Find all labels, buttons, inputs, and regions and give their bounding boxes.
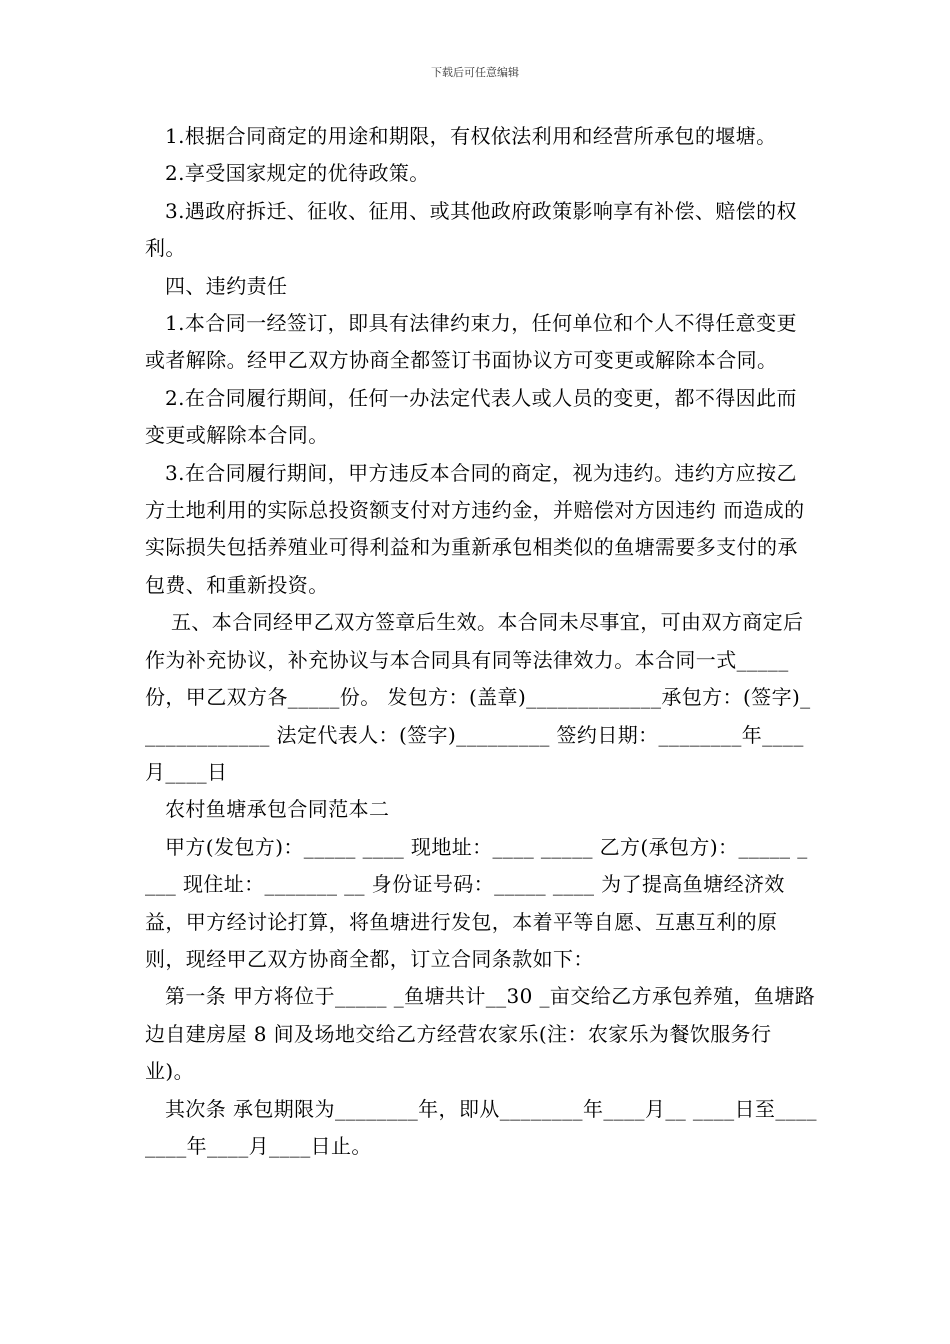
page-header: 下载后可任意编辑 (431, 66, 519, 79)
paragraph-right-1: 1.根据合同商定的用途和期限，有权依法利用和经营所承包的堰塘。 (165, 124, 777, 148)
paragraph-breach-2: 2.在合同履行期间，任何一办法定代表人或人员的变更，都不得因此而变更或解除本合同。 (145, 385, 797, 448)
paragraph-right-2: 2.享受国家规定的优待政策。 (165, 161, 430, 186)
paragraph-breach-3: 3.在合同履行期间，甲方违反本合同的商定，视为违约。违约方应按乙方土地利用的实际总投资额支付对方违约金，并赔偿对方因违约 而造成的实际损失包括养殖业可得利益和为重新承包相类似的鱼塘需要多支付的承包费、和重新投资。 (145, 460, 805, 597)
section-heading-breach: 四、违约责任 (165, 273, 288, 298)
section-title-template-two: 农村鱼塘承包合同范本二 (165, 797, 390, 822)
paragraph-section-five: 五、本合同经甲乙双方签章后生效。本合同未尽事宜，可由双方商定后作为补充协议，补充协议与本合同具有同等法律效力。本合同一式_____份，甲乙双方各_____份。 发包方：(盖章)_____________承包方：(签字)_____________ 法定代表人：(签字)_________ 签约日期：________年____月____日 (145, 610, 811, 784)
paragraph-breach-1: 1.本合同一经签订，即具有法律约束力，任何单位和个人不得任意变更或者解除。经甲乙双方协商全都签订书面协议方可变更或解除本合同。 (145, 311, 797, 373)
document-body (145, 118, 817, 1165)
paragraph-article-two: 其次条 承包期限为________年，即从________年____月__ ____日至________年____月____日止。 (145, 1096, 817, 1158)
paragraph-parties: 甲方(发包方)：_____ ____ 现地址：____ _____ 乙方(承包方)：_____ ____ 现住址：_______ __ 身份证号码：_____ ____ 为了提高鱼塘经济效益，甲方经讨论打算，将鱼塘进行发包，本着平等自愿、互惠互利的原则，现经甲乙双方协商全都，订立合同条款如下： (145, 834, 808, 971)
paragraph-right-3: 3.遇政府拆迁、征收、征用、或其他政府政策影响享有补偿、赔偿的权利。 (145, 198, 797, 261)
paragraph-article-one: 第一条 甲方将位于_____ _鱼塘共计__30 _亩交给乙方承包养殖，鱼塘路边自建房屋 8 间及场地交给乙方经营农家乐(注：农家乐为餐饮服务行业)。 (145, 984, 816, 1084)
